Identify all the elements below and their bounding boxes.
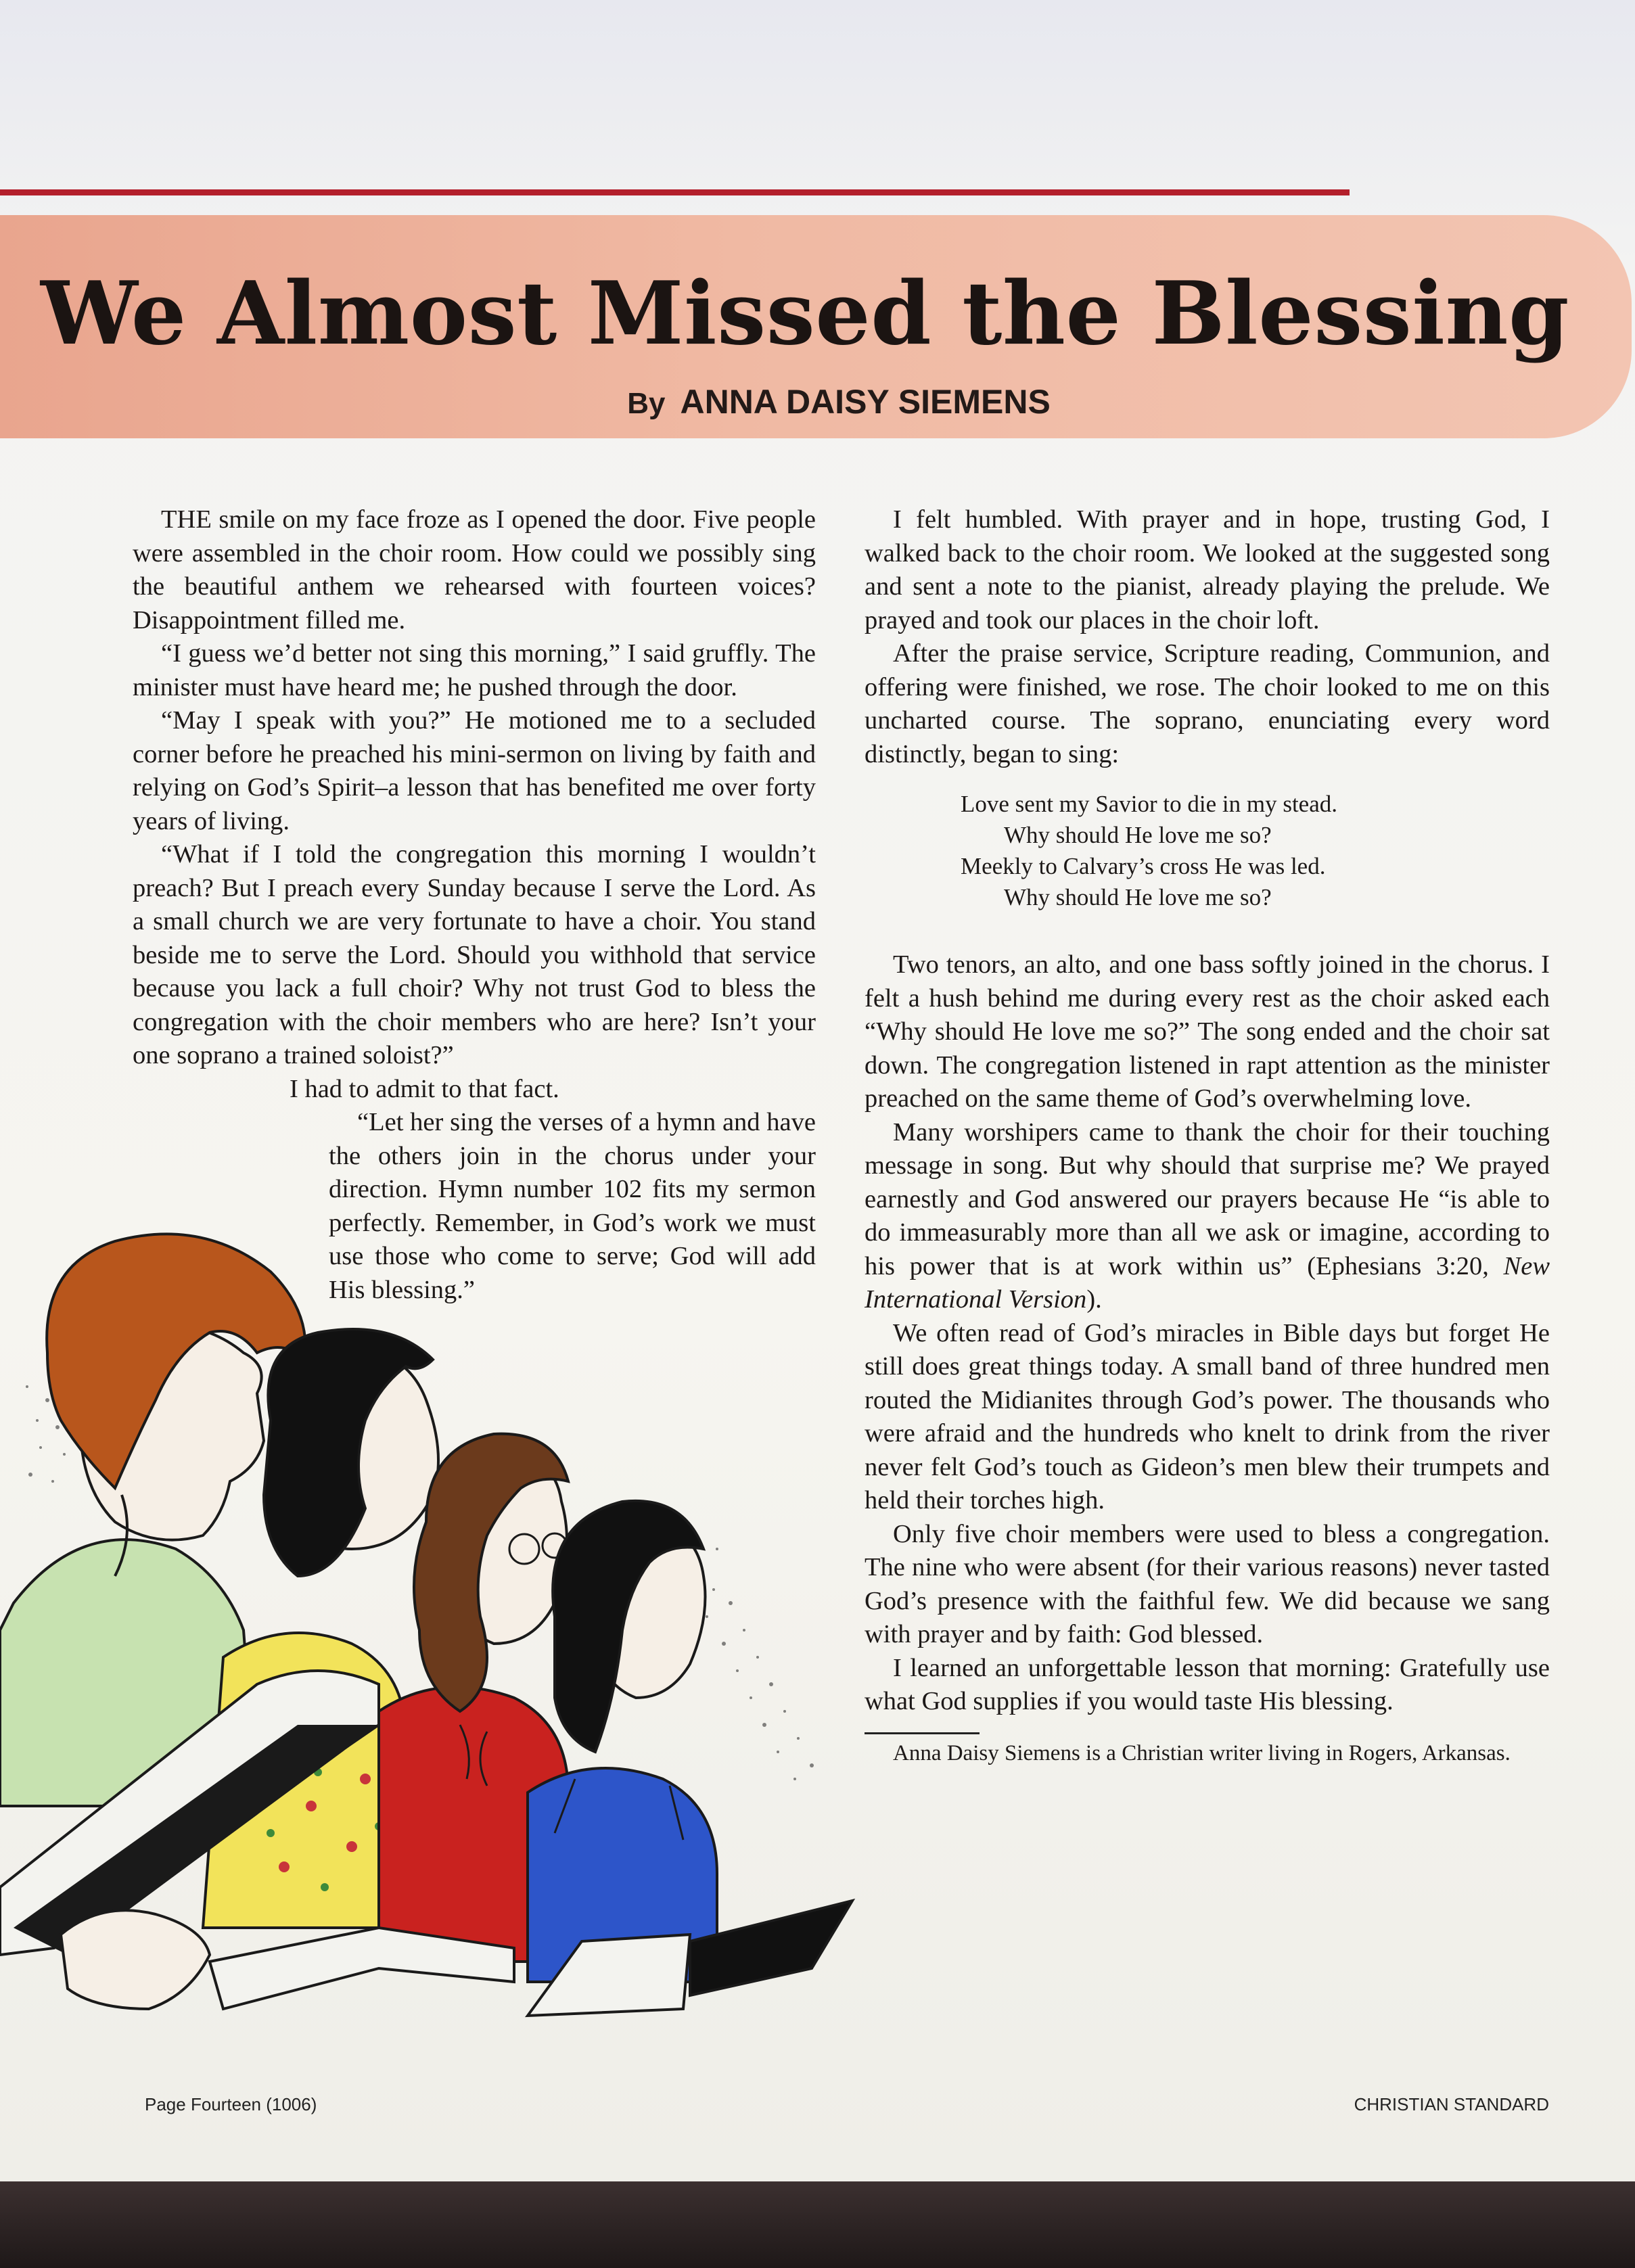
paragraph: “I guess we’d better not sing this morning,” I said gruffly. The minister must have heard me; he pushed through the door. xyxy=(133,639,816,701)
paragraph: I had to admit to that fact. xyxy=(290,1074,559,1103)
paragraph: “May I speak with you?” He motioned me to a secluded corner before he preached his mini-sermon on living by faith and relying on God’s Spirit–a lesson that has benefited me over forty years of living. xyxy=(133,706,816,835)
publication-name: CHRISTIAN STANDARD xyxy=(1354,2094,1549,2114)
author-note: Anna Daisy Siemens is a Christian writer living in Rogers, Arkansas. xyxy=(893,1740,1511,1765)
paragraph: Two tenors, an alto, and one bass softly joined in the chorus. I felt a hush behind me during every rest as the choir asked each “Why should He love me so?” The song ended and the choir sat down. The congregation listened in rapt attention as the minister preached on the same theme of God’s overwhelming love. xyxy=(865,950,1550,1113)
paragraph: “What if I told the congregation this morning I wouldn’t preach? But I preach every Sunday because I serve the Lord. As a small church we are very fortunate to have a choir. You stand beside me to serve the Lord. Should you withhold that service because you lack a full choir? Why not trust God to bless the congregation with the choir members who are here? Isn’t your one soprano a trained soloist?” xyxy=(133,840,816,1069)
paragraph: After the praise service, Scripture reading, Communion, and offering were finished, we rose. The choir looked to me on this uncharted course. The soprano, enunciating every word distinctly, began to sing: xyxy=(865,639,1550,768)
footnote-rule xyxy=(865,1732,980,1734)
left-column xyxy=(133,503,816,1307)
page-bottom-edge xyxy=(0,2181,1635,2268)
page-number: Page Fourteen (1006) xyxy=(145,2094,317,2114)
right-column xyxy=(865,503,1550,1767)
hymn-verse xyxy=(865,789,1550,913)
ephesians-text: Many worshipers came to thank the choir for their touching message in song. But why should that surprise me? We prayed earnestly and God answered our prayers because He “is able to do immeasurably more than all we ask or imagine, according to his power that is at work within us” (Ephesians 3:20, xyxy=(865,1117,1550,1280)
paragraph: I felt humbled. With prayer and in hope, trusting God, I walked back to the choir room. We looked at the suggested song and sent a note to the pianist, already playing the prelude. We prayed and took our places in the choir loft. xyxy=(865,505,1550,634)
byline xyxy=(0,382,1635,421)
hymn-line: Meekly to Calvary’s cross He was led. xyxy=(961,853,1326,879)
hymn-line: Love sent my Savior to die in my stead. xyxy=(961,791,1337,817)
byline-author: ANNA DAISY SIEMENS xyxy=(680,383,1051,421)
paragraph: Only five choir members were used to bless a congregation. The nine who were absent (for their various reasons) never tasted God’s presence with the faithful few. We did because we sang with prayer and by faith: God blessed. xyxy=(865,1519,1550,1648)
choir-illustration xyxy=(0,1197,879,2029)
article-title: We Almost Missed the Blessing xyxy=(41,263,1569,365)
byline-prefix: By xyxy=(627,387,666,420)
paragraph xyxy=(865,1116,1550,1317)
version-name: New International Version xyxy=(865,1251,1550,1314)
hymn-line: Why should He love me so? xyxy=(1004,884,1272,910)
paragraph: I learned an unforgettable lesson that morning: Gratefully use what God supplies if you would taste His blessing. xyxy=(865,1653,1550,1715)
ephesians-tail: ). xyxy=(1086,1285,1102,1314)
hymn-line: Why should He love me so? xyxy=(1004,822,1272,848)
paragraph: “Let her sing the verses of a hymn and have the others join in the chorus under your direction. Hymn number 102 fits my sermon perfectly. Remember, in God’s work we must use those who come to serve; God will add His blessing.” xyxy=(329,1108,816,1304)
header-rule xyxy=(0,189,1350,195)
paragraph: We often read of God’s miracles in Bible days but forget He still does great things today. A small band of three hundred men routed the Midianites through God’s power. The thousands who were afraid and the hundreds who knelt to drink from the river never felt God’s touch as Gideon’s men blew their trumpets and held their torches high. xyxy=(865,1318,1550,1514)
paragraph: THE smile on my face froze as I opened the door. Five people were assembled in the choir room. How could we possibly sing the beautiful anthem we rehearsed with fourteen voices? Disappointment filled me. xyxy=(133,505,816,634)
